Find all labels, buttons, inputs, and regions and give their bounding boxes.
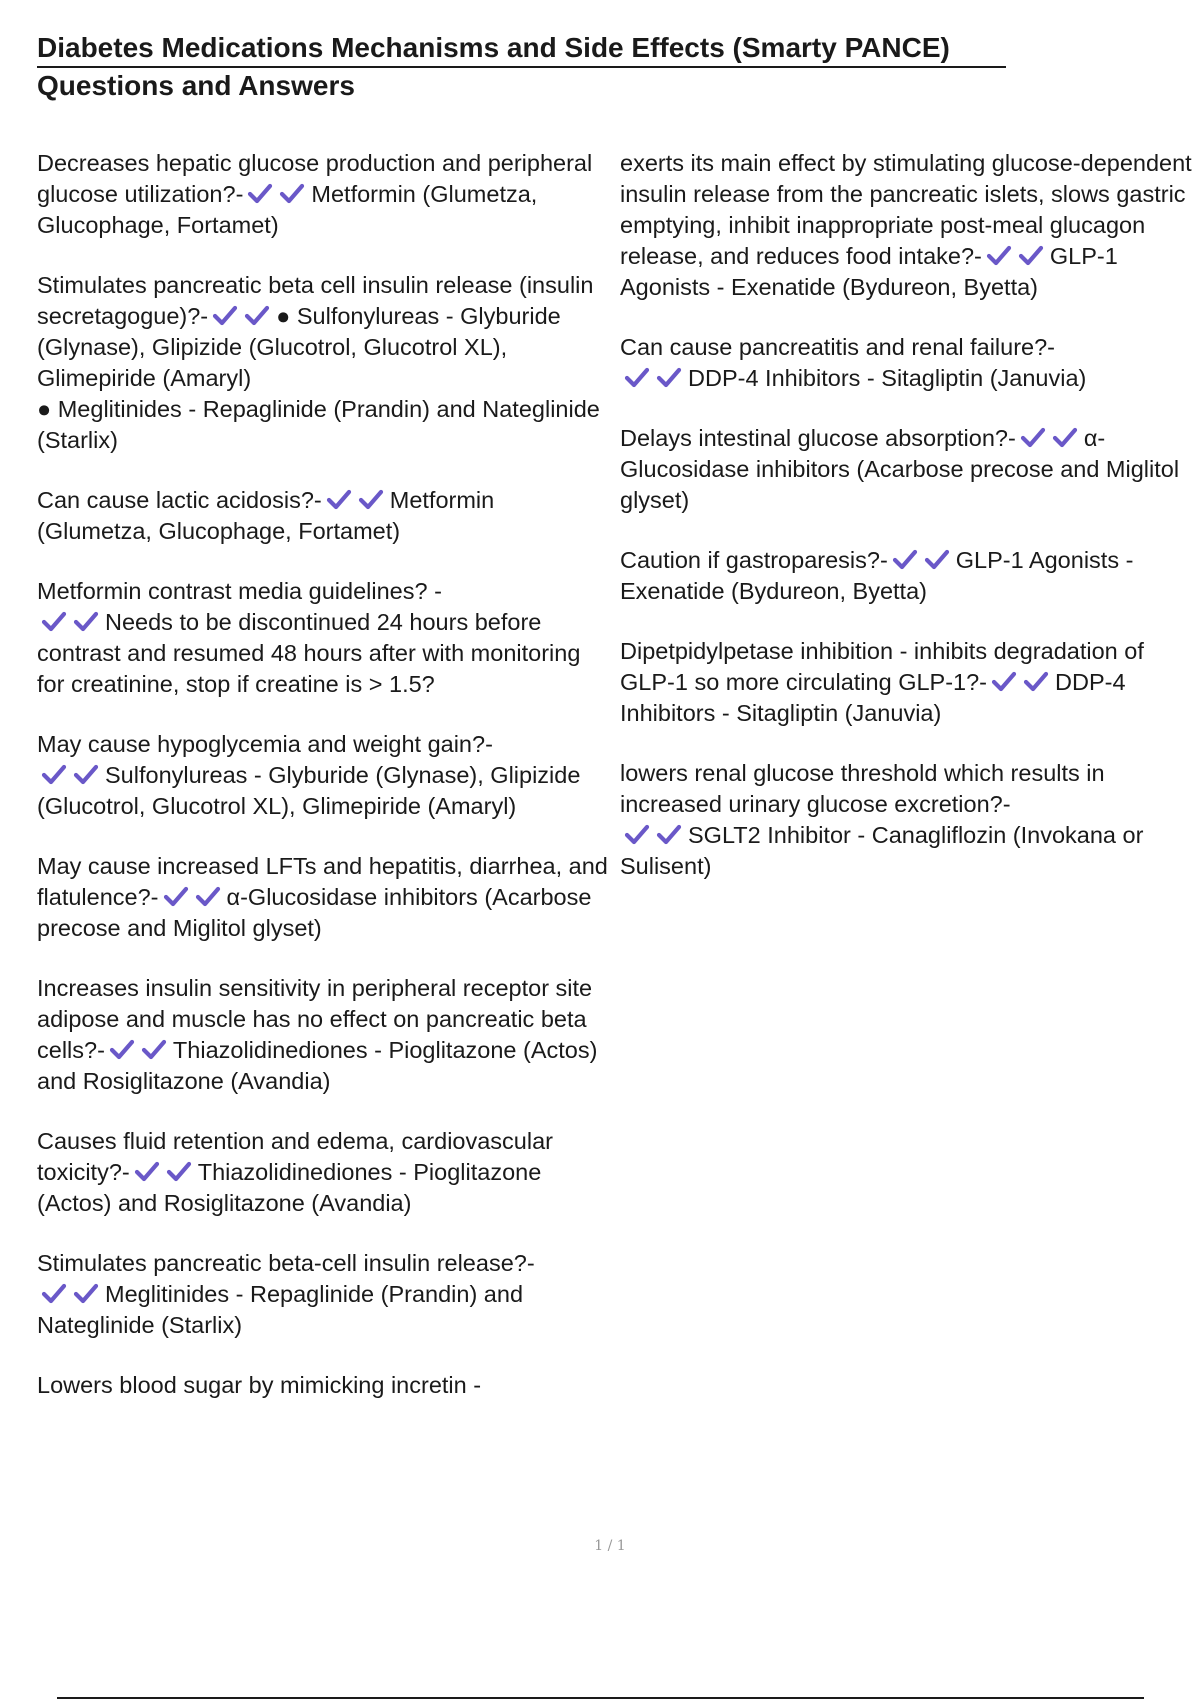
question-text: Decreases hepatic glucose production and peripheral glucose utilization?- bbox=[37, 150, 593, 207]
checkmarks bbox=[1020, 425, 1084, 451]
question-text: exerts its main effect by stimulating glucose-dependent insulin release from the pancreatic islets, slows gastric emptying, inhibit inappropriate post-meal glucagon release, and reduces food intake?- bbox=[620, 150, 1192, 269]
checkmark-icon bbox=[41, 1283, 67, 1305]
checkmark-icon bbox=[73, 1283, 99, 1305]
checkmarks bbox=[986, 243, 1050, 269]
question-text: May cause increased LFTs and hepatitis, diarrhea, and flatulence?- bbox=[37, 853, 608, 910]
checkmark-icon bbox=[924, 549, 950, 571]
checkmarks bbox=[134, 1159, 198, 1185]
question-text: Stimulates pancreatic beta-cell insulin release?- bbox=[37, 1250, 535, 1276]
checkmark-icon bbox=[326, 489, 352, 511]
checkmark-icon bbox=[212, 305, 238, 327]
checkmark-icon bbox=[892, 549, 918, 571]
qa-item bbox=[37, 1248, 612, 1341]
checkmarks bbox=[41, 762, 105, 788]
answer-text: DDP-4 Inhibitors - Sitagliptin (Januvia) bbox=[688, 365, 1087, 391]
qa-item bbox=[37, 1126, 612, 1219]
checkmark-icon bbox=[624, 367, 650, 389]
qa-item bbox=[620, 636, 1195, 729]
question-text: Causes fluid retention and edema, cardiovascular toxicity?- bbox=[37, 1128, 553, 1185]
answer-text: DDP-4 Inhibitors - Sitagliptin (Januvia) bbox=[620, 669, 1126, 726]
answer-text: Metformin (Glumetza, Glucophage, Fortamet) bbox=[37, 487, 495, 544]
checkmark-icon bbox=[279, 183, 305, 205]
qa-item bbox=[37, 576, 612, 700]
qa-item bbox=[37, 729, 612, 822]
qa-item bbox=[620, 332, 1195, 394]
answer-text: SGLT2 Inhibitor - Canagliflozin (Invokana or Sulisent) bbox=[620, 822, 1144, 879]
title-line-2: Questions and Answers bbox=[37, 70, 355, 101]
checkmark-icon bbox=[358, 489, 384, 511]
checkmark-icon bbox=[986, 245, 1012, 267]
answer-text: GLP-1 Agonists - Exenatide (Bydureon, Byetta) bbox=[620, 243, 1118, 300]
question-text: Caution if gastroparesis?- bbox=[620, 547, 888, 573]
checkmark-icon bbox=[1023, 671, 1049, 693]
checkmark-icon bbox=[134, 1161, 160, 1183]
checkmark-icon bbox=[244, 305, 270, 327]
checkmark-icon bbox=[163, 886, 189, 908]
question-text: Delays intestinal glucose absorption?- bbox=[620, 425, 1016, 451]
checkmark-icon bbox=[624, 824, 650, 846]
checkmarks bbox=[624, 365, 688, 391]
answer-text: Sulfonylureas - Glyburide (Glynase), Glipizide (Glucotrol, Glucotrol XL), Glimepiride (Amaryl) bbox=[37, 762, 581, 819]
checkmark-icon bbox=[41, 611, 67, 633]
qa-item bbox=[620, 545, 1195, 607]
checkmark-icon bbox=[656, 824, 682, 846]
checkmark-icon bbox=[1020, 427, 1046, 449]
answer-text: α-Glucosidase inhibitors (Acarbose precose and Miglitol glyset) bbox=[37, 884, 592, 941]
checkmarks bbox=[41, 609, 105, 635]
document-title bbox=[37, 30, 1147, 104]
checkmarks bbox=[247, 181, 311, 207]
checkmarks bbox=[212, 303, 276, 329]
left-column bbox=[37, 148, 612, 1430]
checkmarks bbox=[41, 1281, 105, 1307]
bottom-divider bbox=[57, 1697, 1144, 1699]
answer-text: Metformin (Glumetza, Glucophage, Fortamet) bbox=[37, 181, 538, 238]
checkmark-icon bbox=[73, 611, 99, 633]
qa-item bbox=[37, 148, 612, 241]
question-text: Can cause lactic acidosis?- bbox=[37, 487, 322, 513]
qa-item bbox=[620, 148, 1195, 303]
question-text: Stimulates pancreatic beta cell insulin release (insulin secretagogue)?- bbox=[37, 272, 594, 329]
checkmarks bbox=[624, 822, 688, 848]
answer-text: Meglitinides - Repaglinide (Prandin) and Nateglinide (Starlix) bbox=[37, 1281, 524, 1338]
checkmark-icon bbox=[41, 764, 67, 786]
checkmark-icon bbox=[141, 1039, 167, 1061]
checkmark-icon bbox=[195, 886, 221, 908]
checkmark-icon bbox=[1018, 245, 1044, 267]
qa-item bbox=[37, 270, 612, 456]
question-text: Dipetpidylpetase inhibition - inhibits degradation of GLP-1 so more circulating GLP-1?- bbox=[620, 638, 1144, 695]
checkmark-icon bbox=[991, 671, 1017, 693]
qa-item bbox=[37, 851, 612, 944]
qa-item bbox=[37, 485, 612, 547]
checkmark-icon bbox=[166, 1161, 192, 1183]
answer-text-secondary: ● Meglitinides - Repaglinide (Prandin) and Nateglinide (Starlix) bbox=[37, 396, 600, 453]
checkmarks bbox=[163, 884, 227, 910]
answer-text: α-Glucosidase inhibitors (Acarbose precose and Miglitol glyset) bbox=[620, 425, 1180, 513]
page-number: 1 / 1 bbox=[594, 1538, 626, 1554]
checkmark-icon bbox=[656, 367, 682, 389]
question-text: Can cause pancreatitis and renal failure?- bbox=[620, 334, 1056, 360]
checkmark-icon bbox=[109, 1039, 135, 1061]
checkmark-icon bbox=[73, 764, 99, 786]
question-text: Lowers blood sugar by mimicking incretin - bbox=[37, 1372, 482, 1398]
qa-item bbox=[37, 1370, 612, 1401]
answer-text: Thiazolidinediones - Pioglitazone (Actos) and Rosiglitazone (Avandia) bbox=[37, 1037, 598, 1094]
answer-text: Needs to be discontinued 24 hours before contrast and resumed 48 hours after with monitoring for creatinine, stop if creatine is > 1.5? bbox=[37, 609, 581, 697]
checkmarks bbox=[991, 669, 1055, 695]
qa-item bbox=[620, 758, 1195, 882]
title-line-1: Diabetes Medications Mechanisms and Side Effects (Smarty PANCE) bbox=[37, 30, 1006, 68]
checkmarks bbox=[109, 1037, 173, 1063]
qa-item bbox=[37, 973, 612, 1097]
checkmark-icon bbox=[1052, 427, 1078, 449]
right-column bbox=[620, 148, 1195, 911]
checkmarks bbox=[326, 487, 390, 513]
question-text: May cause hypoglycemia and weight gain?- bbox=[37, 731, 493, 757]
question-text: Increases insulin sensitivity in peripheral receptor site adipose and muscle has no effect on pancreatic beta cells?- bbox=[37, 975, 593, 1063]
question-text: Metformin contrast media guidelines? - bbox=[37, 578, 442, 604]
qa-item bbox=[620, 423, 1195, 516]
checkmark-icon bbox=[247, 183, 273, 205]
answer-text: GLP-1 Agonists - Exenatide (Bydureon, Byetta) bbox=[620, 547, 1134, 604]
answer-text: ● Sulfonylureas - Glyburide (Glynase), Glipizide (Glucotrol, Glucotrol XL), Glimepiride (Amaryl) bbox=[37, 303, 561, 391]
answer-text: Thiazolidinediones - Pioglitazone (Actos) and Rosiglitazone (Avandia) bbox=[37, 1159, 542, 1216]
checkmarks bbox=[892, 547, 956, 573]
question-text: lowers renal glucose threshold which results in increased urinary glucose excretion?- bbox=[620, 760, 1105, 817]
